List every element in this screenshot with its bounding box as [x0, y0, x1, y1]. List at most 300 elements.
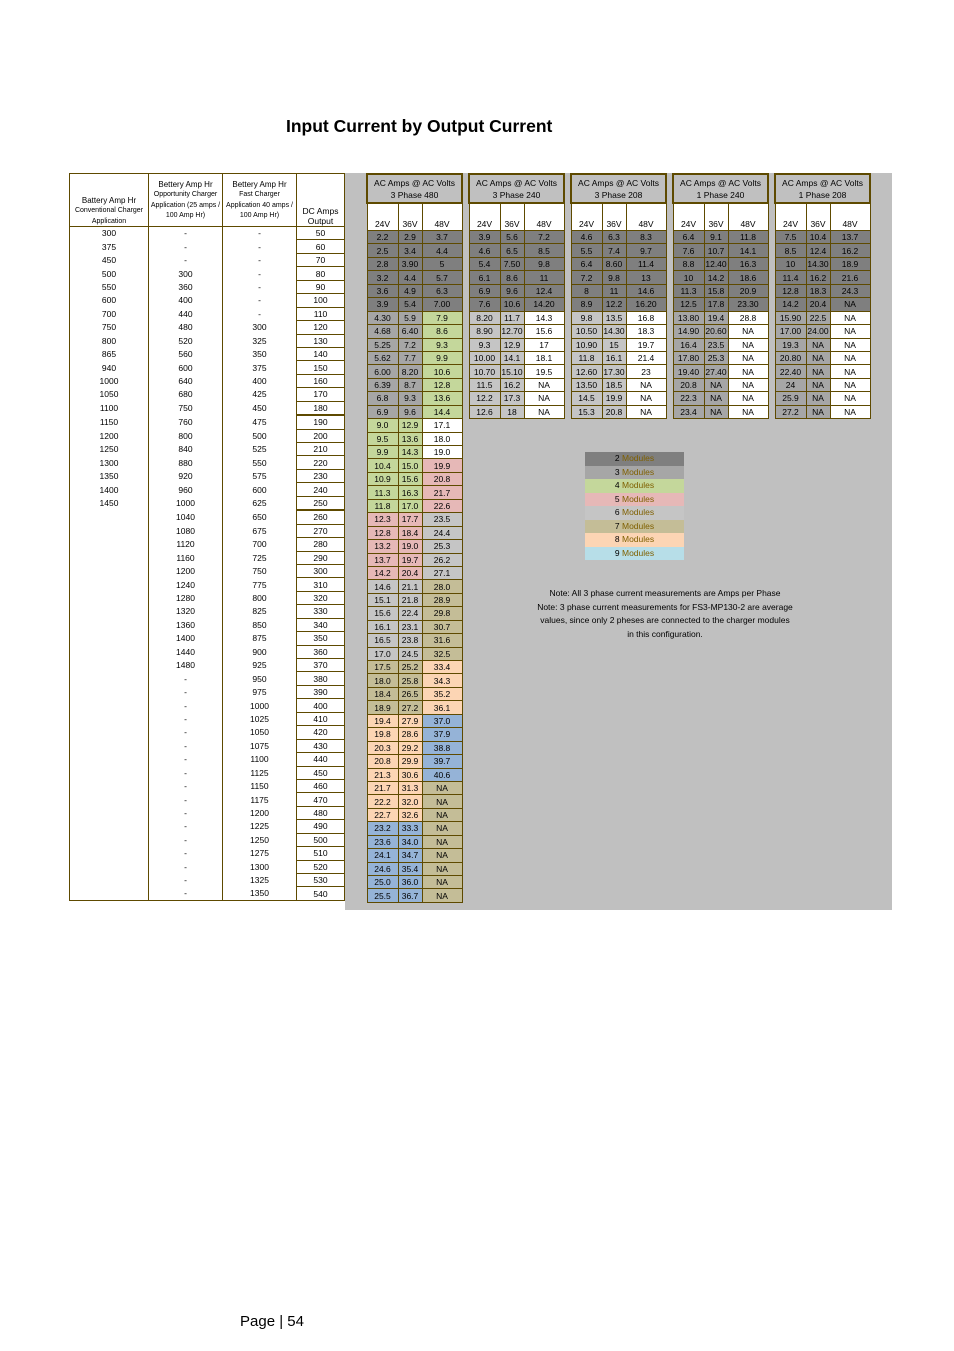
empty-cell [571, 755, 602, 768]
empty-cell [500, 553, 524, 566]
ac-amp-cell: 2.8 [367, 257, 398, 270]
table-cell: - [223, 240, 297, 253]
column-gap [768, 674, 775, 687]
column-gap [768, 822, 775, 835]
ac-amp-cell: 27.1 [422, 566, 462, 579]
empty-cell [626, 862, 666, 875]
empty-cell [469, 540, 500, 553]
column-gap [768, 257, 775, 270]
table-row [70, 253, 345, 266]
ac-amp-cell: 9.8 [602, 271, 626, 284]
table-cell: 470 [297, 793, 345, 806]
column-gap [462, 174, 469, 203]
table-row [367, 271, 870, 284]
ac-amp-cell: 6.3 [422, 284, 462, 297]
ac-amp-cell: 7.2 [524, 231, 564, 244]
table-cell: 1080 [149, 524, 223, 537]
table-cell: 450 [223, 401, 297, 415]
ac-amp-cell: 17.0 [367, 647, 398, 660]
volt-header: 36V [806, 203, 830, 231]
table-cell: 360 [297, 645, 345, 658]
ac-amp-cell: 16.2 [500, 378, 524, 391]
empty-cell [806, 647, 830, 660]
ac-group-title: AC Amps @ AC Volts [578, 177, 659, 188]
empty-cell [830, 862, 870, 875]
ac-amp-cell: 8.8 [673, 257, 704, 270]
empty-cell [728, 446, 768, 459]
table-cell: 850 [223, 618, 297, 631]
ac-amp-cell: 13.2 [367, 540, 398, 553]
empty-cell [775, 876, 806, 889]
empty-cell [626, 876, 666, 889]
table-row [70, 578, 345, 591]
table-row [367, 768, 870, 781]
ac-amp-cell: NA [806, 405, 830, 418]
legend-item [585, 547, 684, 561]
empty-cell [524, 862, 564, 875]
table-cell: 950 [223, 672, 297, 685]
ac-amp-cell: 25.3 [422, 540, 462, 553]
table-cell: - [149, 685, 223, 698]
ac-amp-cell: 6.4 [673, 231, 704, 244]
ac-amp-cell: 17.0 [398, 499, 422, 512]
table-cell [70, 712, 149, 725]
empty-cell [673, 661, 704, 674]
table-row [70, 632, 345, 645]
ac-amp-cell: 9.5 [367, 432, 398, 445]
empty-cell [571, 862, 602, 875]
ac-amp-cell: 15.8 [704, 284, 728, 297]
empty-cell [830, 714, 870, 727]
table-row [367, 257, 870, 270]
ac-amp-cell: 17.5 [367, 661, 398, 674]
ac-amp-cell: 21.6 [830, 271, 870, 284]
table-cell [70, 618, 149, 631]
table-row [367, 311, 870, 324]
table-cell: - [149, 833, 223, 846]
empty-cell [728, 755, 768, 768]
ac-amp-cell: 30.6 [398, 768, 422, 781]
ac-amp-cell: NA [830, 311, 870, 324]
empty-cell [500, 472, 524, 485]
table-cell: - [149, 753, 223, 766]
column-gap [666, 365, 673, 378]
legend-module-count: 5 [614, 493, 620, 504]
empty-cell [728, 728, 768, 741]
ac-amp-cell: NA [704, 405, 728, 418]
column-gap [666, 311, 673, 324]
column-gap [666, 849, 673, 862]
ac-amp-cell: 13.7 [367, 553, 398, 566]
column-gap [666, 687, 673, 700]
table-row [70, 538, 345, 551]
empty-cell [704, 647, 728, 660]
ac-amp-cell: 20.9 [728, 284, 768, 297]
legend-module-count: 7 [614, 520, 620, 531]
empty-cell [673, 808, 704, 821]
table-cell [70, 510, 149, 524]
ac-amp-cell: 12.9 [500, 338, 524, 351]
table-cell: 1175 [223, 793, 297, 806]
table-cell: 510 [297, 847, 345, 860]
table-cell: 480 [149, 321, 223, 334]
ac-amp-cell: 9.6 [500, 284, 524, 297]
ac-amp-cell: 4.4 [398, 271, 422, 284]
table-cell: - [223, 227, 297, 240]
empty-cell [806, 822, 830, 835]
ac-amp-cell: 23 [626, 365, 666, 378]
ac-amp-cell: 12.9 [398, 419, 422, 432]
empty-cell [602, 862, 626, 875]
ac-amp-cell: 24.6 [367, 862, 398, 875]
column-gap [564, 513, 571, 526]
table-cell: 500 [70, 267, 149, 280]
table-cell: 130 [297, 334, 345, 347]
empty-cell [830, 647, 870, 660]
ac-amp-cell: 7.7 [398, 351, 422, 364]
empty-cell [830, 419, 870, 432]
ac-amp-cell: 12.6 [469, 405, 500, 418]
column-gap [462, 405, 469, 418]
empty-cell [602, 432, 626, 445]
ac-amp-cell: 10 [775, 257, 806, 270]
ac-amp-cell: 22.40 [775, 365, 806, 378]
empty-cell [806, 674, 830, 687]
table-row [70, 321, 345, 334]
table-cell: 425 [223, 388, 297, 401]
column-gap [564, 526, 571, 539]
empty-cell [728, 795, 768, 808]
ac-amp-cell: 8.20 [469, 311, 500, 324]
column-gap [462, 808, 469, 821]
empty-cell [728, 889, 768, 902]
column-gap [564, 365, 571, 378]
empty-cell [728, 540, 768, 553]
empty-cell [806, 513, 830, 526]
column-gap [666, 647, 673, 660]
ac-amp-cell: 19.9 [602, 392, 626, 405]
table-row [367, 714, 870, 727]
column-gap [666, 231, 673, 244]
legend-item [585, 466, 684, 480]
empty-cell [500, 674, 524, 687]
column-gap [462, 499, 469, 512]
empty-cell [524, 687, 564, 700]
ac-amp-cell: 22.5 [806, 311, 830, 324]
empty-cell [500, 459, 524, 472]
column-gap [462, 203, 469, 231]
ac-amp-cell: 11 [524, 271, 564, 284]
ac-amp-cell: 7.6 [469, 298, 500, 311]
ac-amp-cell: 35.2 [422, 687, 462, 700]
volt-header: 24V [775, 203, 806, 231]
empty-cell [775, 687, 806, 700]
table-row [367, 325, 870, 338]
ac-amp-cell: 8.3 [626, 231, 666, 244]
ac-amp-cell: 8.20 [398, 365, 422, 378]
table-cell: 960 [149, 483, 223, 496]
ac-amp-cell: 11.3 [673, 284, 704, 297]
ac-amp-cell: 22.3 [673, 392, 704, 405]
ac-amp-cell: 9.1 [704, 231, 728, 244]
table-cell [70, 551, 149, 564]
empty-cell [830, 540, 870, 553]
ac-amp-cell: 10.4 [367, 459, 398, 472]
ac-amp-cell: NA [830, 325, 870, 338]
empty-cell [806, 553, 830, 566]
table-cell [70, 564, 149, 577]
ac-amp-cell: 22.2 [367, 795, 398, 808]
empty-cell [469, 822, 500, 835]
empty-cell [830, 889, 870, 902]
table-cell [70, 806, 149, 819]
empty-cell [704, 835, 728, 848]
table-cell [70, 659, 149, 672]
table-cell: 310 [297, 578, 345, 591]
ac-amp-cell: 9.7 [626, 244, 666, 257]
column-gap [564, 701, 571, 714]
table-row [367, 822, 870, 835]
column-gap [564, 432, 571, 445]
ac-amp-cell: 20.8 [602, 405, 626, 418]
ac-amp-cell: NA [728, 351, 768, 364]
table-cell [70, 632, 149, 645]
empty-cell [500, 808, 524, 821]
ac-amp-cell: 19.0 [398, 540, 422, 553]
table-row [70, 659, 345, 672]
empty-cell [775, 835, 806, 848]
table-cell [70, 766, 149, 779]
table-cell: - [149, 712, 223, 725]
ac-amp-cell: 18.1 [524, 351, 564, 364]
ac-amp-cell: 18.9 [367, 701, 398, 714]
empty-cell [673, 432, 704, 445]
ac-amp-cell: 19.40 [673, 365, 704, 378]
table-cell: 1125 [223, 766, 297, 779]
column-gap [462, 768, 469, 781]
table-cell: 300 [149, 267, 223, 280]
table-cell: 530 [297, 874, 345, 887]
table-cell: - [149, 806, 223, 819]
ac-amp-cell: 26.2 [422, 553, 462, 566]
ac-amp-cell: 11.8 [728, 231, 768, 244]
table-cell: 840 [149, 443, 223, 456]
column-gap [666, 174, 673, 203]
empty-cell [602, 889, 626, 902]
ac-amp-cell: 15.10 [501, 366, 523, 377]
ac-amp-cell: 17.80 [673, 351, 704, 364]
column-gap [666, 284, 673, 297]
empty-cell [500, 849, 524, 862]
column-gap [768, 768, 775, 781]
empty-cell [775, 714, 806, 727]
table-row [70, 806, 345, 819]
ac-amp-cell: 10.00 [469, 351, 500, 364]
ac-amp-cell: 20.3 [367, 741, 398, 754]
empty-cell [806, 566, 830, 579]
battery-amp-table-body [70, 227, 345, 901]
ac-amp-cell: 10.50 [571, 325, 602, 338]
empty-cell [830, 499, 870, 512]
header-opportunity-title: Bettery Amp Hr [158, 179, 213, 189]
ac-amp-cell: 20.8 [673, 378, 704, 391]
column-gap [768, 795, 775, 808]
ac-amp-cell: 5.7 [422, 271, 462, 284]
ac-amp-cell: 19.4 [367, 714, 398, 727]
ac-amp-cell: 8.7 [398, 378, 422, 391]
column-gap [462, 647, 469, 660]
empty-cell [571, 781, 602, 794]
column-gap [462, 419, 469, 432]
empty-cell [500, 768, 524, 781]
column-gap [462, 553, 469, 566]
ac-amp-cell: 28.8 [728, 311, 768, 324]
column-gap [564, 271, 571, 284]
empty-cell [673, 728, 704, 741]
header-fast-title: Bettery Amp Hr [232, 179, 287, 189]
table-row [367, 378, 870, 391]
column-gap [666, 338, 673, 351]
empty-cell [775, 647, 806, 660]
ac-amp-cell: 21.7 [367, 781, 398, 794]
table-cell: 440 [297, 753, 345, 766]
header-fast-sub: Fast Charger Application 40 amps / 100 Amp Hr) [226, 191, 293, 219]
legend-item [585, 520, 684, 534]
ac-amp-cell: 4.6 [469, 244, 500, 257]
column-gap [768, 701, 775, 714]
ac-amp-cell: 12.2 [602, 298, 626, 311]
table-row [367, 244, 870, 257]
table-cell: 1225 [223, 820, 297, 833]
empty-cell [571, 768, 602, 781]
empty-cell [500, 661, 524, 674]
ac-amp-cell: 10.6 [500, 298, 524, 311]
empty-cell [524, 755, 564, 768]
empty-cell [626, 781, 666, 794]
ac-amp-cell: 15 [602, 338, 626, 351]
table-cell: 270 [297, 524, 345, 537]
empty-cell [673, 755, 704, 768]
table-row [367, 661, 870, 674]
empty-cell [728, 472, 768, 485]
ac-amp-cell: 16.1 [602, 351, 626, 364]
column-gap [564, 768, 571, 781]
column-gap [564, 351, 571, 364]
table-cell: 430 [297, 739, 345, 752]
table-cell: 900 [223, 645, 297, 658]
table-cell: 1400 [70, 483, 149, 496]
column-gap [768, 244, 775, 257]
table-cell [70, 578, 149, 591]
ac-amp-cell: 11.7 [500, 311, 524, 324]
table-cell: 1280 [149, 591, 223, 604]
ac-amp-cell: 2.2 [367, 231, 398, 244]
table-cell: - [149, 699, 223, 712]
empty-cell [500, 795, 524, 808]
column-gap [564, 486, 571, 499]
empty-cell [830, 661, 870, 674]
table-cell: - [223, 294, 297, 307]
empty-cell [830, 701, 870, 714]
table-cell: - [223, 280, 297, 293]
table-cell: 500 [223, 429, 297, 442]
table-cell: 325 [223, 334, 297, 347]
ac-amp-cell: 2.9 [398, 231, 422, 244]
ac-amp-cell: NA [830, 298, 870, 311]
ac-amp-cell: 3.7 [422, 231, 462, 244]
empty-cell [673, 768, 704, 781]
empty-cell [500, 701, 524, 714]
ac-amp-cell: 9.0 [367, 419, 398, 432]
table-cell: 1120 [149, 538, 223, 551]
empty-cell [571, 661, 602, 674]
header-conventional-sub: Conventional Charger Application [74, 207, 144, 225]
ac-amp-cell: 25.3 [704, 351, 728, 364]
ac-amp-cell: 35.4 [398, 862, 422, 875]
ac-amp-cell: 21.4 [626, 351, 666, 364]
empty-cell [500, 728, 524, 741]
empty-cell [830, 526, 870, 539]
table-cell: 1275 [223, 847, 297, 860]
ac-group-header [469, 174, 564, 203]
column-gap [462, 459, 469, 472]
table-row [70, 267, 345, 280]
empty-cell [571, 714, 602, 727]
legend-item [585, 506, 684, 520]
legend-label: Modules [621, 520, 655, 531]
table-cell: 375 [70, 240, 149, 253]
table-row [70, 699, 345, 712]
table-cell: 880 [149, 456, 223, 469]
ac-group-subtitle: 1 Phase 240 [696, 189, 745, 200]
legend-module-count: 4 [614, 480, 620, 490]
empty-cell [830, 620, 870, 633]
empty-cell [775, 526, 806, 539]
empty-cell [524, 513, 564, 526]
empty-cell [775, 889, 806, 902]
column-gap [462, 446, 469, 459]
empty-cell [524, 526, 564, 539]
ac-amp-cell: 10.6 [422, 365, 462, 378]
header-conventional [70, 174, 149, 227]
table-row [367, 351, 870, 364]
empty-cell [571, 822, 602, 835]
column-gap [462, 728, 469, 741]
ac-amp-cell: 7.6 [673, 244, 704, 257]
column-gap [666, 661, 673, 674]
ac-amp-cell: 16.20 [626, 298, 666, 311]
column-gap [564, 795, 571, 808]
ac-amp-cell: 28.6 [398, 728, 422, 741]
ac-amp-cell: 14.5 [571, 392, 602, 405]
ac-amp-cell: 20.4 [398, 566, 422, 579]
ac-group-subtitle: 1 Phase 208 [798, 189, 847, 200]
column-gap [564, 446, 571, 459]
ac-amp-cell: 34.3 [422, 674, 462, 687]
table-cell: 625 [223, 496, 297, 510]
empty-cell [775, 755, 806, 768]
table-cell: 520 [149, 334, 223, 347]
empty-cell [524, 701, 564, 714]
ac-amp-cell: 12.40 [705, 259, 727, 270]
empty-cell [500, 714, 524, 727]
empty-cell [775, 795, 806, 808]
table-cell: 100 [297, 294, 345, 307]
empty-cell [704, 419, 728, 432]
table-cell: 800 [70, 334, 149, 347]
ac-amp-cell: 23.8 [398, 634, 422, 647]
legend-label: Modules [621, 507, 655, 517]
